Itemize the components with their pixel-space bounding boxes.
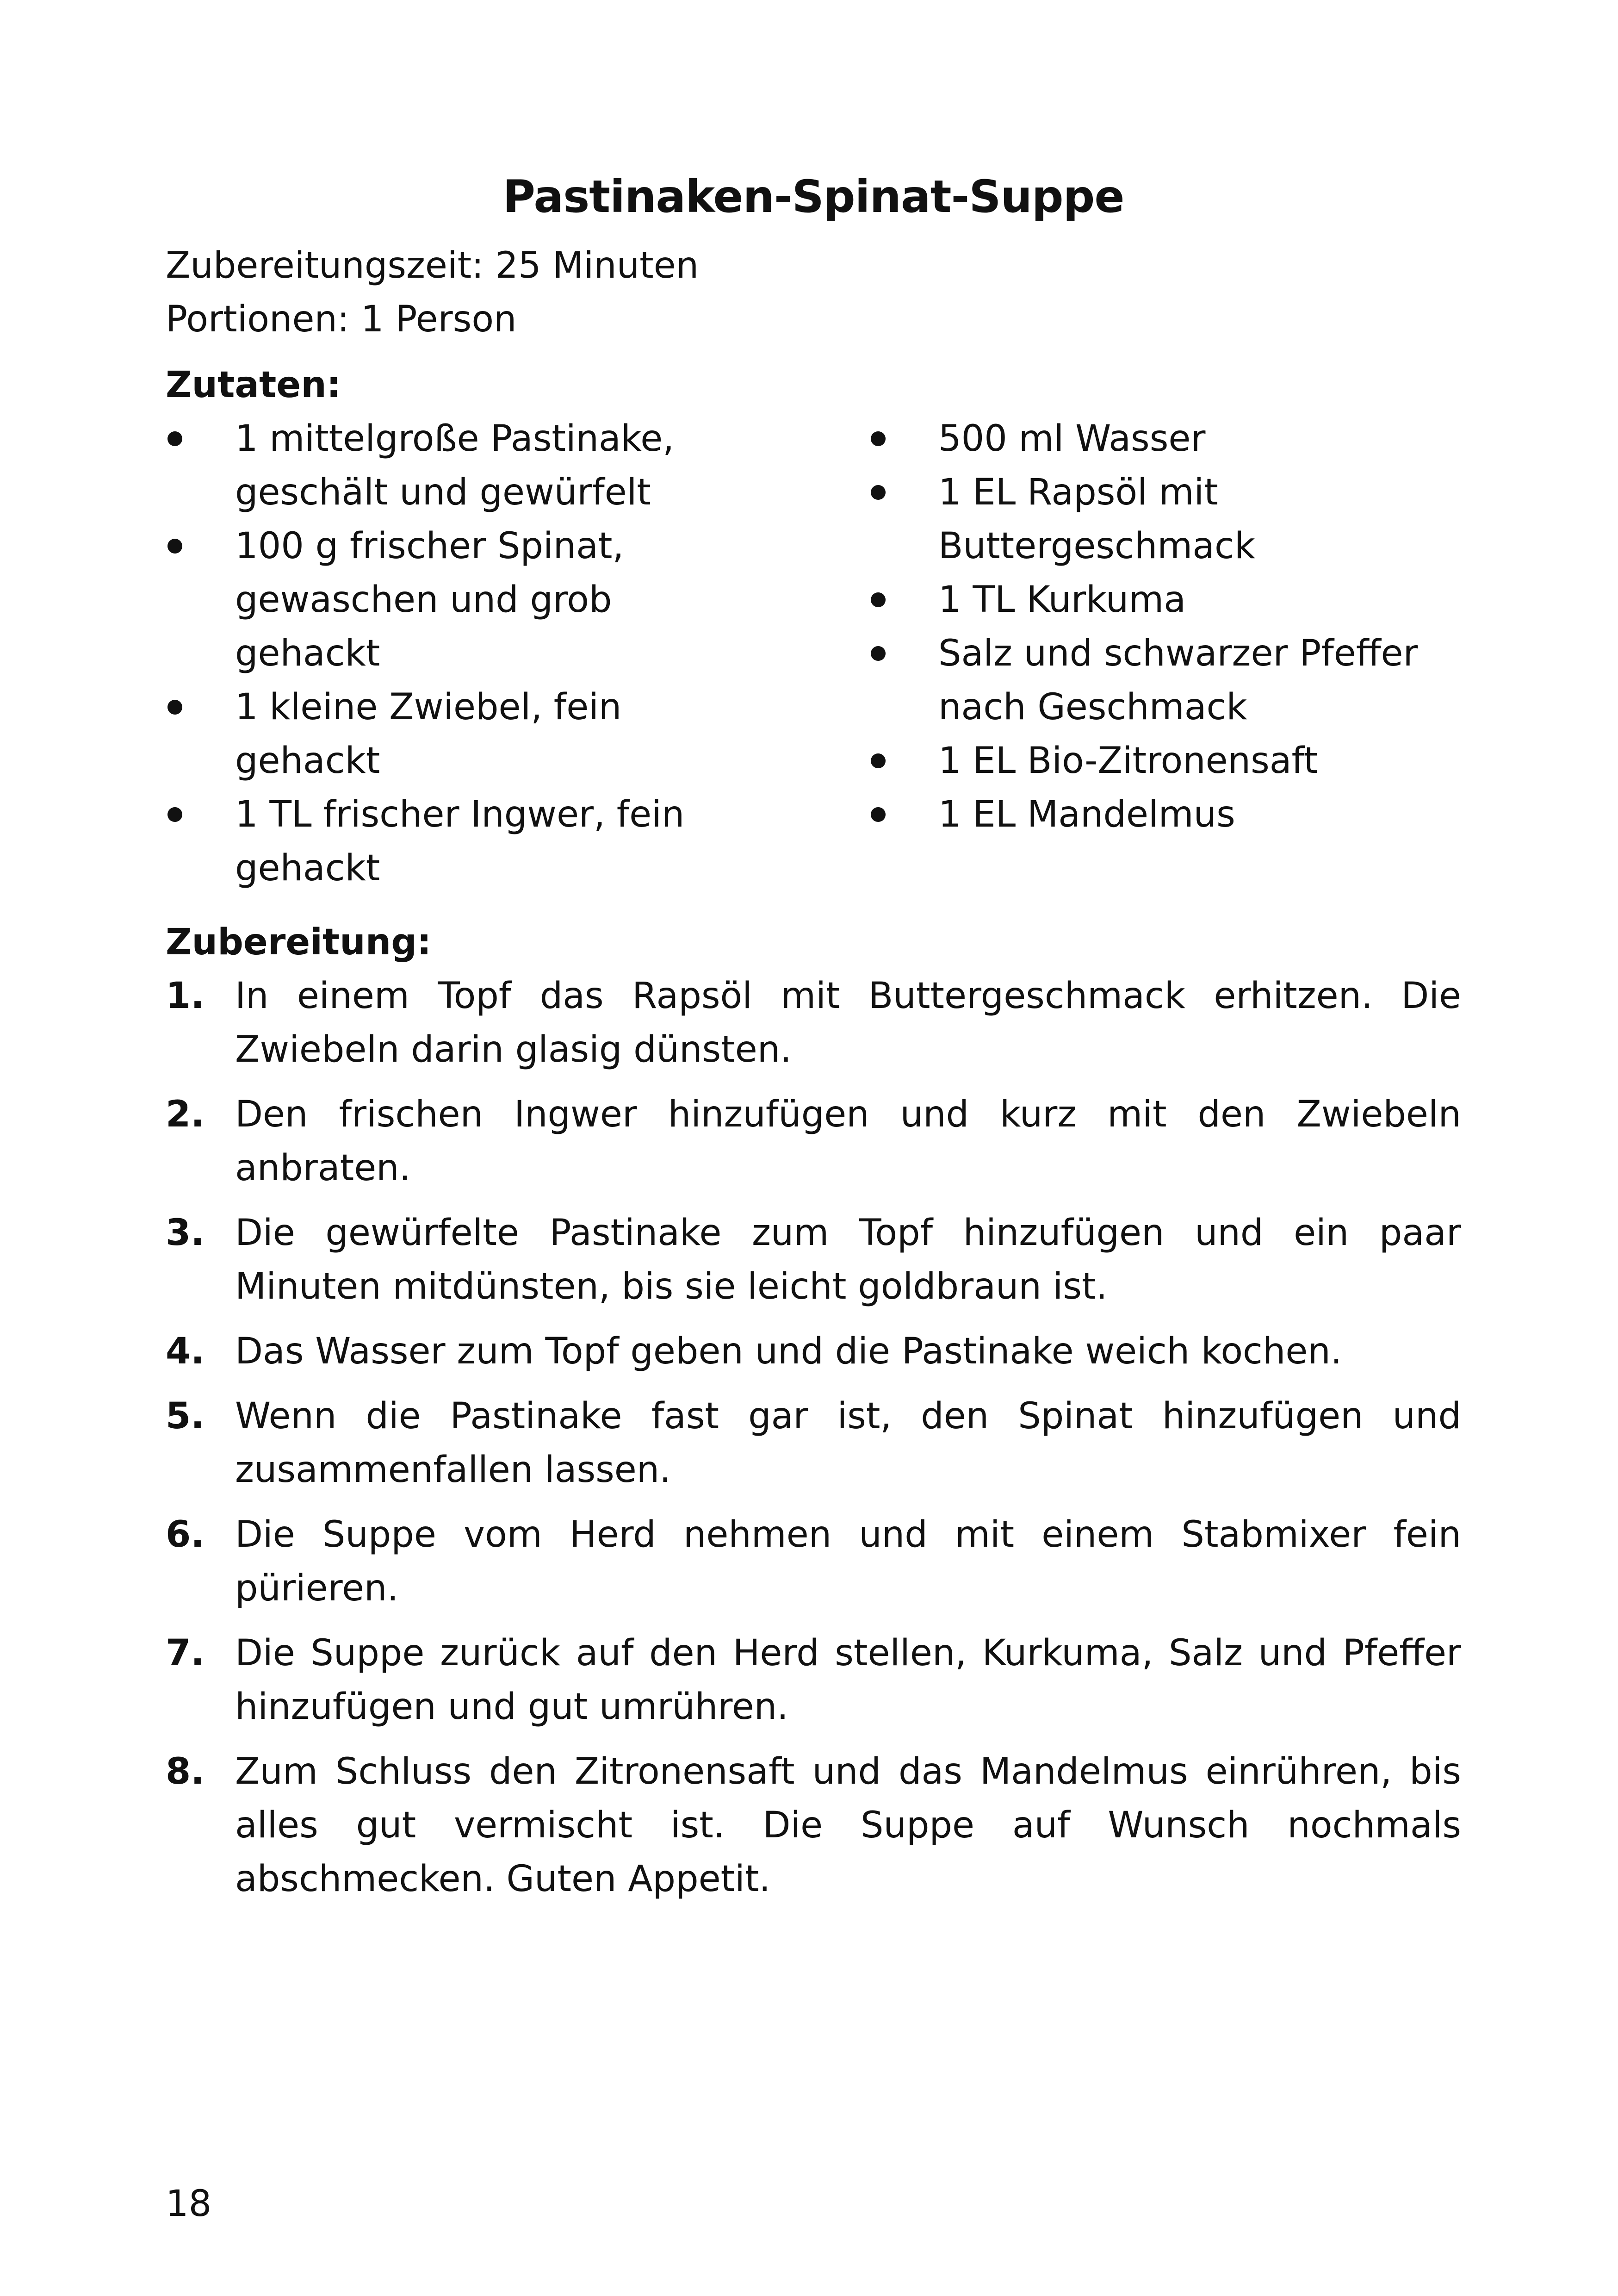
step-item (166, 969, 1461, 1076)
bullet-icon (871, 753, 886, 768)
step-text: In einem Topf das Rapsöl mit Buttergeschmack erhitzen. Die Zwiebeln darin glasig dünsten. (235, 975, 1461, 1070)
ingredient-item (166, 519, 758, 680)
ingredient-item (869, 627, 1461, 734)
prep-time: Zubereitungszeit: 25 Minuten (166, 245, 699, 286)
bullet-icon (167, 539, 182, 554)
step-item (166, 1206, 1461, 1313)
bullet-icon (167, 700, 182, 715)
step-item (166, 1389, 1461, 1497)
ingredient-text: Salz und schwarzer Pfeffer nach Geschmack (938, 633, 1418, 728)
step-item (166, 1088, 1461, 1195)
bullet-icon (167, 431, 182, 446)
ingredient-item (869, 734, 1461, 788)
ingredients-column-right (869, 412, 1461, 895)
bullet-icon (871, 592, 886, 607)
page-number: 18 (166, 2183, 212, 2225)
bullet-icon (871, 646, 886, 661)
ingredient-text: 100 g frischer Spinat, gewaschen und grob gehackt (235, 525, 624, 674)
step-number: 8. (166, 1751, 205, 1792)
ingredient-text: 1 TL frischer Ingwer, fein gehackt (235, 794, 685, 889)
step-item (166, 1745, 1461, 1906)
step-text: Zum Schluss den Zitronensaft und das Mandelmus einrühren, bis alles gut vermischt ist. Die Suppe auf Wunsch nochmals abschmecken. Guten Appetit. (235, 1751, 1461, 1900)
step-number: 4. (166, 1331, 205, 1372)
ingredient-item (166, 788, 758, 895)
ingredient-item (869, 412, 1461, 466)
ingredient-text: 1 EL Mandelmus (938, 794, 1235, 835)
step-number: 2. (166, 1094, 205, 1135)
step-item (166, 1626, 1461, 1734)
bullet-icon (871, 807, 886, 822)
ingredient-text: 1 EL Bio-Zitronensaft (938, 740, 1318, 782)
step-item (166, 1325, 1461, 1378)
ingredients-column-left (166, 412, 758, 895)
ingredient-text: 1 TL Kurkuma (938, 579, 1186, 621)
step-item (166, 1508, 1461, 1615)
ingredient-text: 1 mittelgroße Pastinake, geschält und gewürfelt (235, 418, 675, 513)
ingredients-heading: Zutaten: (166, 364, 341, 406)
ingredient-item (166, 680, 758, 788)
servings: Portionen: 1 Person (166, 299, 517, 340)
ingredient-item (869, 466, 1461, 573)
recipe-title: Pastinaken-Spinat-Suppe (502, 171, 1124, 223)
ingredient-text: 500 ml Wasser (938, 418, 1206, 460)
ingredients-list (166, 412, 1461, 895)
preparation-steps (166, 969, 1461, 1906)
step-text: Die Suppe zurück auf den Herd stellen, Kurkuma, Salz und Pfeffer hinzufügen und gut umrühren. (235, 1632, 1461, 1728)
step-text: Die Suppe vom Herd nehmen und mit einem Stabmixer fein pürieren. (235, 1514, 1461, 1609)
step-text: Den frischen Ingwer hinzufügen und kurz mit den Zwiebeln anbraten. (235, 1094, 1461, 1189)
step-number: 6. (166, 1514, 205, 1556)
step-text: Das Wasser zum Topf geben und die Pastinake weich kochen. (235, 1331, 1342, 1372)
bullet-icon (871, 485, 886, 500)
step-number: 3. (166, 1212, 205, 1254)
step-number: 1. (166, 975, 205, 1017)
bullet-icon (871, 431, 886, 446)
bullet-icon (167, 807, 182, 822)
preparation-heading: Zubereitung: (166, 921, 432, 963)
ingredient-item (869, 573, 1461, 627)
step-text: Die gewürfelte Pastinake zum Topf hinzufügen und ein paar Minuten mitdünsten, bis sie leicht goldbraun ist. (235, 1212, 1461, 1307)
ingredient-text: 1 kleine Zwiebel, fein gehackt (235, 686, 622, 782)
step-text: Wenn die Pastinake fast gar ist, den Spinat hinzufügen und zusammenfallen lassen. (235, 1395, 1461, 1491)
step-number: 5. (166, 1395, 205, 1437)
ingredient-item (166, 412, 758, 519)
ingredient-item (869, 788, 1461, 841)
step-number: 7. (166, 1632, 205, 1674)
ingredient-text: 1 EL Rapsöl mit Buttergeschmack (938, 472, 1256, 567)
recipe-page (166, 167, 1461, 1917)
